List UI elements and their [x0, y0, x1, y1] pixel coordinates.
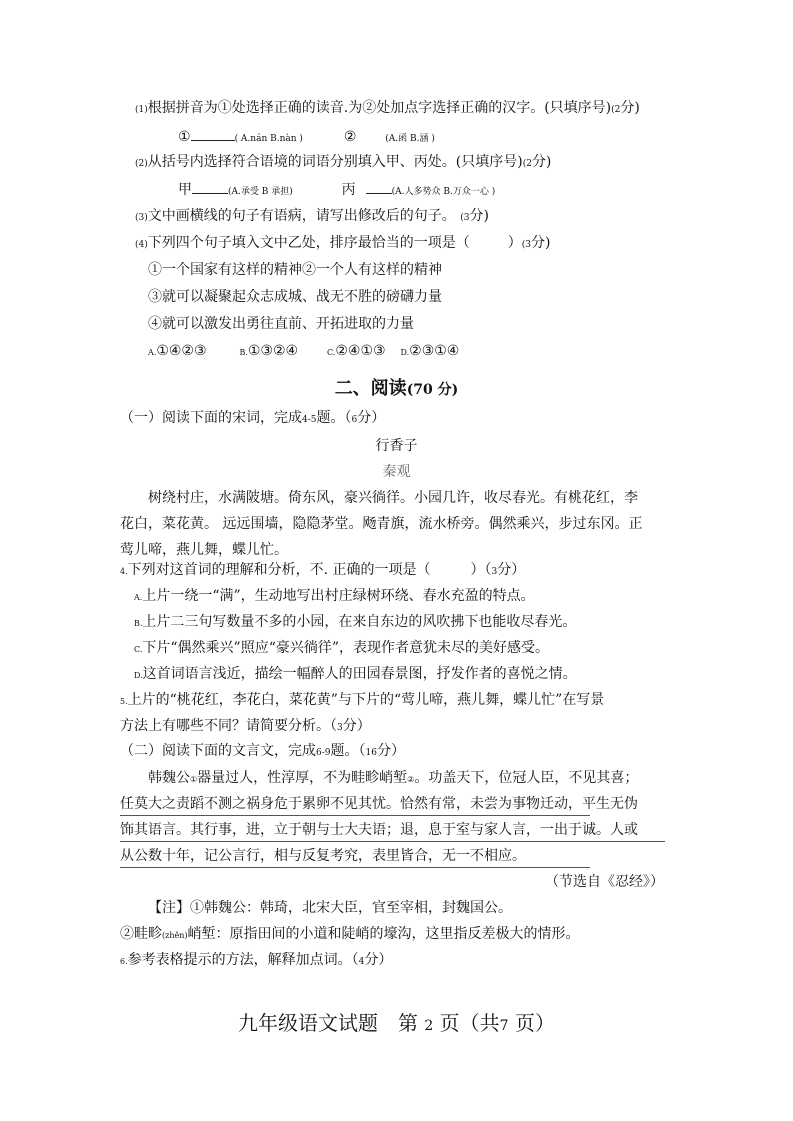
note-2-a: ②畦畛: [120, 926, 162, 942]
question-5-text-1: 上片的“桃花红，李花白，菜花黄”与下片的“莺儿啼，燕儿舞，蝶儿忙”在写景: [127, 692, 605, 708]
q1-number: (1): [135, 105, 148, 115]
q2-line: [135, 152, 551, 174]
reading1-intro-range: 4-5: [302, 415, 317, 425]
passage-line-3: 饰其语言。其行事，进，立于朝与士大夫语；退，息于室与家人言，一出于诚。人或: [120, 822, 638, 838]
footer-middle: 页（共: [439, 1011, 500, 1035]
q1-blank1-label: ①: [178, 129, 191, 145]
q4-sentence-3: ③就可以凝聚起众志成城、战无不胜的磅礴力量: [148, 289, 442, 305]
note-2-pinyin: (zhěn): [162, 931, 188, 940]
q1-blank1-options: ( A.nán B.nàn ): [234, 134, 303, 144]
q1-line: [135, 98, 640, 120]
q1-blank2-options: (A.函 B.涵 ): [385, 134, 435, 144]
passage-source: （节选自《忍经》）: [545, 874, 664, 890]
question-4-option-d-letter: D.: [134, 671, 143, 680]
q4-score-num: (3: [521, 240, 531, 250]
section2-score: (70 分): [406, 382, 459, 398]
q2-blanks-line: [178, 179, 495, 202]
passage-line-2: 任莫大之责蹈不测之祸身危于累卵不见其忧。恰然有常，未尝为事物迁动，平生无伪: [120, 796, 638, 812]
q4-option-c-letter: C.: [326, 348, 336, 357]
footer-page-number: 2: [424, 1018, 434, 1034]
q2-score-num: (2: [522, 159, 532, 169]
question-6-unit: 分）: [364, 952, 393, 968]
question-5-unit: 分）: [342, 718, 371, 734]
q4-option-d[interactable]: ②③①④: [409, 343, 460, 359]
reading1-intro: [120, 408, 385, 430]
reading1-intro-c: 分）: [357, 410, 386, 426]
q1-blanks-line: [178, 126, 435, 149]
q4-option-a-letter: A.: [148, 348, 157, 357]
poem-line-1: 树绕村庄，水满陂塘。倚东风，豪兴徜徉。小园几许，收尽春光。有桃花红，李: [148, 490, 638, 506]
question-4-number: 4.: [120, 567, 128, 576]
reading1-intro-b: 题。（: [316, 410, 352, 426]
question-4-text: 下列对这首词的理解和分析，不. 正确的一项是（: [127, 562, 431, 578]
q4-sentence-1-2: ①一个国家有这样的精神②一个人有这样的精神: [148, 262, 442, 278]
passage-line-4: 从公数十年，记公言行，相与反复考究，表里皆合，无一不相应。: [120, 848, 526, 864]
passage-line-1: [148, 768, 638, 790]
q3-line: [135, 206, 489, 228]
q2-jia-label: 甲: [178, 182, 192, 198]
note-2: [120, 924, 580, 946]
question-4-option-a-letter: A.: [134, 593, 143, 602]
q4-line: [135, 233, 550, 255]
note-2-b: 峭堑：原指田间的小道和陡峭的壕沟，这里指反差极大的情形。: [187, 926, 580, 942]
footer-suffix: 页）: [514, 1011, 555, 1035]
reading2-intro-range: 6-9: [316, 748, 331, 758]
question-4-option-d[interactable]: [134, 664, 577, 686]
q4-text: 下列四个句子填入文中乙处，排序最恰当的一项是（: [147, 235, 470, 251]
question-5-score: 3: [337, 723, 343, 733]
footer-prefix: 九年级语文试题 第: [238, 1011, 419, 1035]
q2-number: (2): [135, 159, 148, 169]
q2-text: 从括号内选择符合语境的词语分别填入甲、丙处。(只填序号): [147, 154, 523, 170]
question-6-score: 4: [358, 957, 365, 967]
q4-score-unit: 分): [531, 235, 551, 251]
question-4-close: ）（: [470, 562, 492, 578]
passage-line-1-c: 。功盖天下，位冠人臣，不见其喜；: [414, 770, 639, 786]
question-4-option-a-text: 上片一绕一“满”，生动地写出村庄绿树环绕、春水充盈的特点。: [142, 588, 535, 604]
question-4-option-c-letter: C.: [134, 645, 143, 654]
q2-jia-blank[interactable]: [192, 179, 228, 194]
passage-line-2-underline: [120, 815, 590, 816]
q1-text: 根据拼音为①处选择正确的读音.为②处加点字选择正确的汉字。(只填序号): [147, 100, 612, 116]
question-5-text-2: 方法上有哪些不同？请简要分析。（: [120, 718, 337, 734]
reading2-intro-a: （二）阅读下面的文言文，完成: [120, 743, 316, 759]
question-4-option-d-text: 这首词语言浅近，描绘一幅醉人的田园春景图，抒发作者的喜悦之情。: [142, 666, 577, 682]
reading2-intro-c: 分）: [376, 743, 405, 759]
reading2-intro-b: 题。（: [330, 743, 366, 759]
q4-option-c[interactable]: ②④①③: [335, 343, 386, 359]
question-4-option-b-text: 上片二三句写数量不多的小园，在来自东边的风吹拂下也能收尽春光。: [142, 614, 577, 630]
passage-line-1-a: 韩魏公: [148, 770, 190, 786]
question-5-number: 5.: [120, 697, 128, 706]
passage-line-3-underline: [120, 841, 665, 842]
q4-option-a[interactable]: ①④②③: [156, 343, 207, 359]
page-footer: [0, 1010, 793, 1039]
note-1: 【注】①韩魏公：韩琦，北宋大臣，官至宰相，封魏国公。: [148, 900, 512, 916]
q4-option-b-letter: B.: [239, 348, 248, 357]
poem-line-3: 莺儿啼，燕儿舞，蝶儿忙。: [120, 542, 288, 558]
q2-bing-options: (A.人多势众 B.万众一心 ): [391, 187, 496, 197]
question-6: [120, 950, 392, 972]
question-5-line-2: [120, 716, 371, 738]
passage-line-4-underline: [120, 867, 590, 868]
q1-blank2-label: ②: [343, 129, 357, 145]
q2-score-unit: 分): [531, 154, 552, 170]
question-6-number: 6.: [120, 957, 128, 966]
q4-options: [148, 341, 459, 363]
poem-author: 秦观: [382, 464, 411, 480]
q4-close: ）: [507, 235, 522, 251]
q2-bing-label: 丙: [341, 182, 356, 198]
q3-text: 文中画横线的句子有语病，请写出修改后的句子。: [147, 208, 456, 224]
q1-blank1[interactable]: [191, 126, 235, 141]
question-5-line-1: [120, 690, 604, 712]
section2-heading: [0, 376, 793, 403]
q4-option-b[interactable]: ①③②④: [247, 343, 299, 359]
q4-sentence-4: ④就可以激发出勇往直前、开拓进取的力量: [148, 316, 414, 332]
q4-option-d-letter: D.: [400, 348, 410, 357]
q2-jia-options: (A.承受 B 承担): [228, 187, 293, 197]
reading2-intro: [120, 741, 405, 763]
passage-line-1-b: 器量过人，性淳厚，不为畦畛峭堑: [197, 770, 408, 786]
q3-score-num: (3: [460, 213, 470, 223]
poem-title: 行香子: [375, 438, 418, 454]
reading2-intro-score: 16: [365, 748, 377, 758]
question-4-option-a[interactable]: [134, 586, 535, 608]
footer-total-pages: 7: [499, 1018, 509, 1034]
q1-score-num: (2: [611, 105, 621, 115]
question-4: [120, 560, 525, 582]
question-4-option-b[interactable]: [134, 612, 576, 634]
q3-score-unit: 分): [469, 208, 489, 224]
question-4-option-c[interactable]: [134, 638, 549, 660]
reading1-intro-a: （一）阅读下面的宋词，完成: [120, 410, 302, 426]
passage-footnote-2: ②: [407, 775, 415, 784]
q3-number: (3): [135, 213, 148, 223]
reading1-intro-score: 6: [351, 415, 358, 425]
question-4-score: 3: [491, 567, 498, 577]
question-6-text: 参考表格提示的方法，解释加点词。（: [127, 952, 359, 968]
q1-score-unit: 分): [620, 100, 640, 116]
passage-footnote-1: ①: [190, 775, 198, 784]
poem-line-2: 花白，菜花黄。 远远围墙，隐隐茅堂。飏青旗，流水桥旁。偶然乘兴，步过东冈。正: [120, 516, 643, 532]
section2-title: 二、阅读: [334, 378, 407, 399]
question-4-option-c-text: 下片“偶然乘兴”照应“豪兴徜徉”，表现作者意犹未尽的美好感受。: [142, 640, 550, 656]
q2-bing-blank[interactable]: [366, 179, 392, 194]
question-4-unit: 分）: [497, 562, 526, 578]
q4-number: (4): [135, 240, 148, 250]
question-4-option-b-letter: B.: [134, 619, 143, 628]
